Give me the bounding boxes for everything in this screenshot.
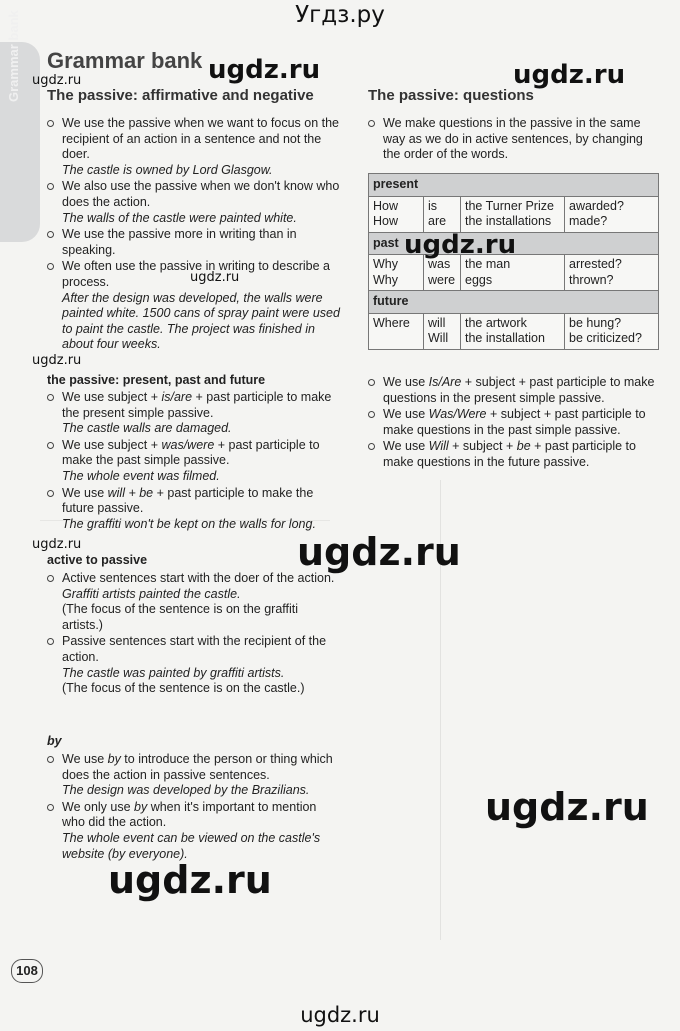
watermark: ugdz.ru [208,55,321,85]
rule-text: We use [383,375,429,389]
table-row [369,196,659,232]
passive-rules-list [45,116,340,354]
rule-text: We only use [62,799,135,814]
cell-line: are [428,214,447,228]
example-text: Graffiti artists painted the castle. [62,586,241,601]
rule-text: + past participle to make questions in the future passive. [383,439,636,469]
table-section-label: present [369,174,659,197]
table-row [369,313,659,349]
rule-text: We often use the passive in writing to describe a process. [62,259,330,289]
cell-line: the man [465,257,511,271]
table-cell [461,196,565,232]
side-tab-label: Grammar bank [6,10,21,102]
example-text: The castle was painted by graffiti artists. [62,665,285,680]
table-cell [461,313,565,349]
cell-line: made? [569,214,608,228]
list-item [366,375,661,406]
rule-keyword: by [134,799,148,814]
rule-text: + subject + past participle to make questions in the present simple passive. [383,375,655,405]
rule-text: + past participle to make the present simple passive. [62,390,332,420]
watermark: ugdz.ru [404,230,517,260]
page-number: 108 [11,959,43,983]
rule-text: We make questions in the passive in the same way as we do in active sentences, by changing the order of the words. [383,116,643,162]
example-text: The whole event can be viewed on the castle's website (by everyone). [62,830,321,861]
cell-line: arrested? [569,257,622,271]
section-heading-tenses: the passive: present, past and future [47,373,266,387]
rule-text: + past participle to make the past simple passive. [62,437,320,468]
rule-keyword: will + be [107,485,154,500]
question-rules-list [366,375,661,472]
table-cell [369,313,424,349]
example-text: The walls of the castle were painted white. [62,210,297,225]
table-cell [565,255,659,291]
table-section-label: past [369,232,659,255]
rule-text: We use subject + [62,390,162,404]
cell-line: thrown? [569,272,614,287]
cell-line: awarded? [569,198,624,213]
cell-line [373,331,419,347]
rule-text: We use [62,752,108,766]
rule-text: + subject + past participle to make questions in the past simple passive. [383,407,646,437]
cell-line: be hung? [569,315,622,330]
watermark-small: ugdz.ru [32,73,82,88]
rule-text: We also use the passive when we don't know who does the action. [62,179,340,209]
rule-text: when it's important to mention who did the action. [62,799,317,830]
section-heading-by: by [47,734,62,748]
cell-line: How [373,198,399,213]
rule-text: Passive sentences start with the recipient of the action. [62,634,327,664]
watermark-top: Угдз.ру [295,2,385,28]
table-cell [424,196,461,232]
cell-line: is [428,198,438,213]
show-through-decoration [440,480,651,940]
watermark: ugdz.ru [108,858,272,902]
cell-line: be criticized? [569,331,642,345]
cell-line: Why [373,272,398,287]
rule-text: We use [383,407,429,422]
list-item [45,390,340,437]
rule-text: We use [62,485,108,500]
cell-line: was [428,257,451,271]
example-text: After the design was developed, the walls were painted white. 1500 cans of spray paint were used to paint the castle. The project was finished in about four weeks. [62,290,340,352]
watermark: ugdz.ru [485,785,649,829]
cell-line: the installation [465,331,545,345]
tenses-list [45,390,340,533]
list-item [45,800,340,862]
table-cell [565,313,659,349]
list-item [45,486,340,533]
list-item [45,227,340,258]
cell-line: will [428,315,446,330]
rule-text: Active sentences start with the doer of the action. [62,571,335,585]
watermark-small: ugdz.ru [32,353,82,368]
page-title: Grammar bank [47,48,203,73]
cell-line: were [428,272,456,287]
watermark-bottom: ugdz.ru [300,1003,380,1027]
section-heading-active-to-passive: active to passive [47,553,148,567]
list-item [366,116,661,163]
list-item [45,752,340,799]
rule-keyword: by [107,752,121,766]
note-text: (The focus of the sentence is on the castle.) [62,681,305,696]
cell-line: Why [373,257,398,271]
by-list [45,752,340,863]
rule-text: + subject + [448,439,517,454]
cell-line: How [373,214,399,228]
watermark-small: ugdz.ru [32,537,82,552]
table-cell [424,313,461,349]
rule-text: to introduce the person or thing which does the action in passive sentences. [62,752,333,782]
example-text: The design was developed by the Brazilians. [62,783,310,798]
list-item [45,179,340,226]
cell-line: the installations [465,214,552,228]
side-tab [0,10,40,242]
rule-text: We use the passive when we want to focus on the recipient of an action in a sentence and not the doer. [62,116,340,162]
list-item [45,116,340,178]
questions-intro-list [366,116,661,164]
rule-keyword: was/were [161,437,215,452]
cell-line: the artwork [465,315,527,330]
list-item [45,634,340,696]
rule-keyword: is/are [161,390,193,404]
rule-text: + past participle to make the future passive. [62,485,314,516]
rule-keyword: be [516,439,531,454]
cell-line: Will [428,331,449,345]
watermark-small: ugdz.ru [190,270,240,285]
rule-keyword: Was/Were [428,407,487,422]
example-text: The graffiti won't be kept on the walls for long. [62,516,316,531]
watermark: ugdz.ru [297,530,461,574]
list-item [45,571,340,633]
table-section-label: future [369,291,659,314]
rule-text: We use the passive more in writing than in speaking. [62,227,297,257]
example-text: The castle walls are damaged. [62,421,232,436]
right-column-title: The passive: questions [368,87,534,104]
cell-line: Where [373,315,410,330]
cell-line: the Turner Prize [465,198,554,213]
rule-text: We use subject + [62,437,162,452]
watermark: ugdz.ru [513,60,626,90]
left-column-title: The passive: affirmative and negative [47,87,314,104]
note-text: (The focus of the sentence is on the graffiti artists.) [62,602,299,632]
rule-text: We use [383,439,429,454]
example-text: The castle is owned by Lord Glasgow. [62,162,273,177]
rule-keyword: Will [428,439,449,454]
question-table [368,173,659,350]
table-cell [565,196,659,232]
example-text: The whole event was filmed. [62,468,220,483]
list-item [366,439,661,470]
rule-keyword: Is/Are [428,375,462,389]
table-cell [369,196,424,232]
list-item [45,438,340,485]
cell-line: eggs [465,272,493,287]
list-item [366,407,661,438]
active-passive-list [45,571,340,698]
